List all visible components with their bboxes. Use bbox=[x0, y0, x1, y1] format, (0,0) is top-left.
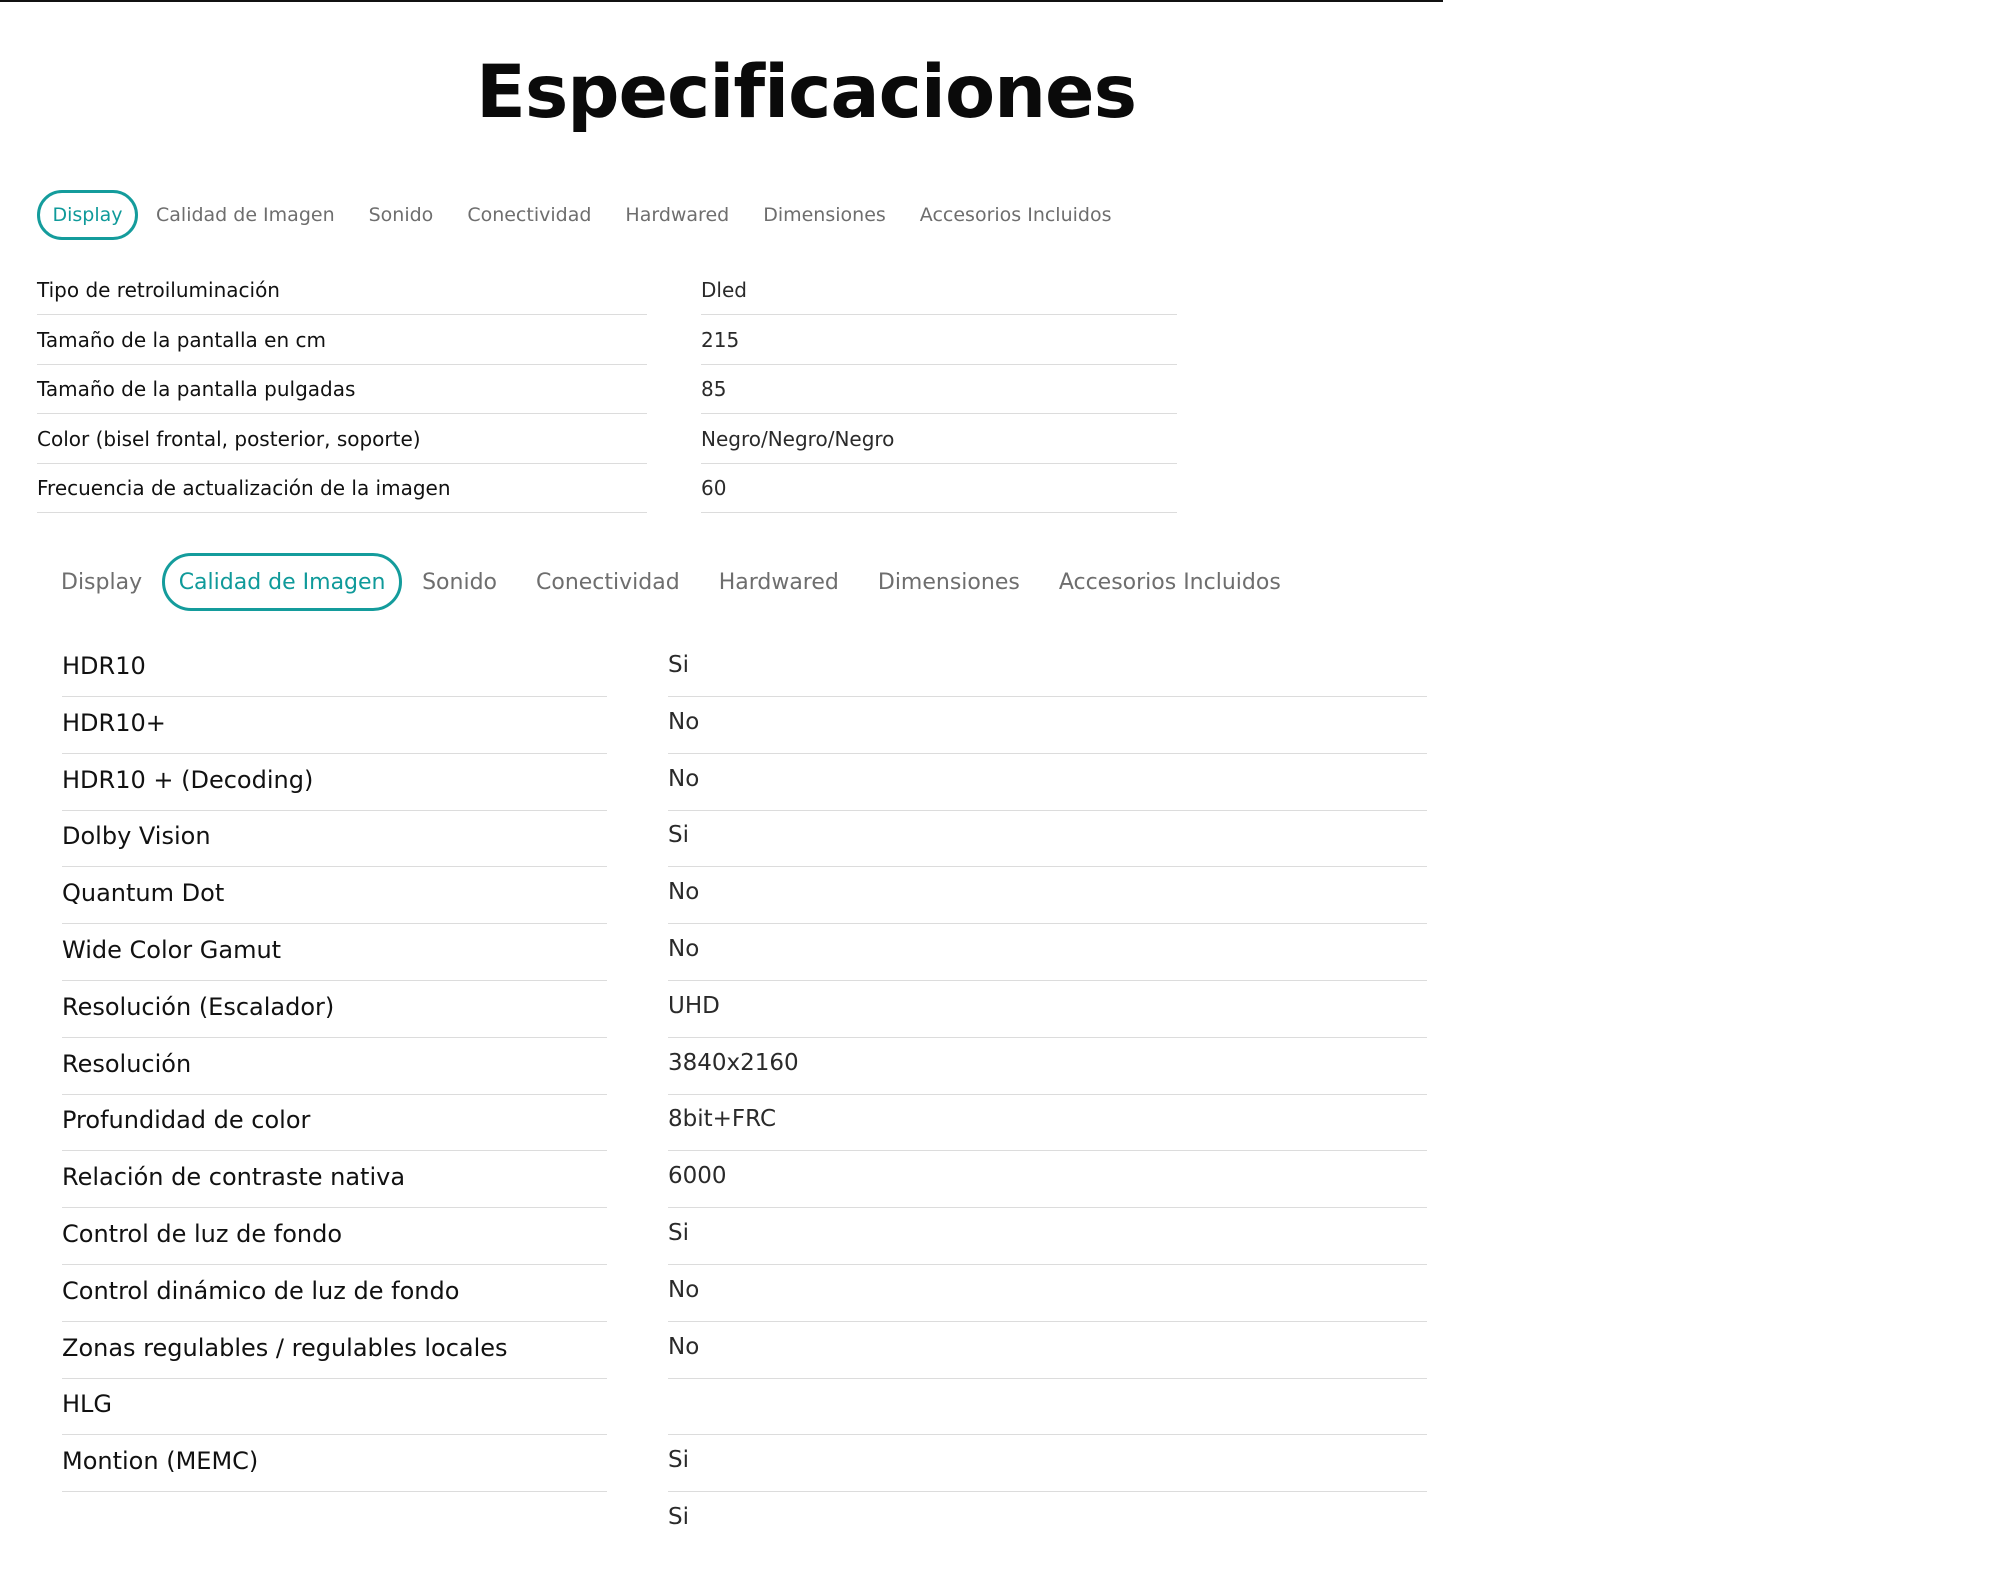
spec-value: Si bbox=[668, 822, 689, 849]
spec-tabs-top bbox=[37, 190, 1146, 240]
spec-label: HDR10+ bbox=[62, 708, 166, 737]
tab-hardwared[interactable]: Hardwared bbox=[625, 204, 730, 226]
spec-label: HDR10 + (Decoding) bbox=[62, 765, 314, 794]
spec-value: Si bbox=[668, 1220, 689, 1246]
tab-hardwared[interactable]: Hardwared bbox=[718, 569, 839, 595]
tab-calidad-de-imagen[interactable]: Calidad de Imagen bbox=[162, 553, 402, 611]
tab-dimensiones[interactable]: Dimensiones bbox=[763, 204, 886, 226]
spec-label: Tipo de retroiluminación bbox=[37, 278, 280, 302]
spec-value: No bbox=[668, 1276, 700, 1303]
spec-value-row bbox=[62, 867, 1362, 924]
spec-row bbox=[37, 316, 1177, 366]
spec-value: Si bbox=[668, 1504, 689, 1530]
tab-dimensiones[interactable]: Dimensiones bbox=[877, 569, 1020, 595]
spec-value-row bbox=[62, 924, 1362, 981]
spec-value-row bbox=[62, 1435, 1362, 1492]
row-divider bbox=[37, 512, 647, 513]
spec-label: Relación de contraste nativa bbox=[62, 1163, 406, 1192]
page-title: Especificaciones bbox=[475, 50, 1137, 135]
spec-label: HLG bbox=[62, 1390, 113, 1419]
spec-row bbox=[37, 365, 1177, 415]
tab-calidad-de-imagen[interactable]: Calidad de Imagen bbox=[156, 204, 335, 226]
spec-label: Color (bisel frontal, posterior, soporte) bbox=[37, 426, 421, 451]
spec-label: Resolución bbox=[62, 1049, 192, 1078]
spec-value: No bbox=[668, 765, 700, 792]
spec-value-row bbox=[62, 1151, 1362, 1208]
spec-label: Tamaño de la pantalla en cm bbox=[37, 327, 326, 352]
spec-value-row bbox=[62, 1038, 1362, 1095]
spec-value-row bbox=[62, 1492, 1362, 1549]
spec-value-row bbox=[62, 1208, 1362, 1265]
spec-label: Quantum Dot bbox=[62, 879, 225, 908]
spec-label: Tamaño de la pantalla pulgadas bbox=[37, 377, 356, 402]
tab-display[interactable]: Display bbox=[61, 569, 143, 595]
tab-conectividad[interactable]: Conectividad bbox=[467, 204, 592, 226]
spec-value-row bbox=[62, 810, 1362, 867]
spec-value: 8bit+FRC bbox=[668, 1106, 777, 1133]
spec-label: Montion (MEMC) bbox=[62, 1447, 259, 1476]
spec-label: Zonas regulables / regulables locales bbox=[62, 1333, 508, 1362]
spec-value: 60 bbox=[701, 476, 727, 501]
spec-row bbox=[37, 464, 1177, 514]
spec-tabs-second bbox=[61, 553, 1320, 611]
spec-label: Profundidad de color bbox=[62, 1106, 311, 1135]
spec-value-row bbox=[62, 1322, 1362, 1379]
spec-row bbox=[37, 266, 1177, 316]
spec-value: No bbox=[668, 879, 700, 906]
spec-value: No bbox=[668, 1333, 700, 1360]
spec-value-row bbox=[62, 1265, 1362, 1322]
spec-value: No bbox=[668, 936, 700, 962]
spec-label: Frecuencia de actualización de la imagen bbox=[37, 476, 451, 501]
spec-value: Si bbox=[668, 1447, 689, 1474]
top-border bbox=[0, 0, 1443, 2]
spec-value: No bbox=[668, 708, 700, 735]
spec-label: HDR10 bbox=[62, 652, 146, 680]
tab-sonido[interactable]: Sonido bbox=[422, 569, 497, 595]
spec-value: 215 bbox=[701, 327, 740, 352]
spec-value: 3840x2160 bbox=[668, 1049, 799, 1076]
spec-label: Dolby Vision bbox=[62, 822, 211, 851]
spec-value-row bbox=[62, 640, 1362, 697]
spec-value-row bbox=[62, 1378, 1362, 1435]
spec-label: Wide Color Gamut bbox=[62, 936, 282, 964]
row-divider bbox=[701, 512, 1177, 513]
tab-accesorios-incluidos[interactable]: Accesorios Incluidos bbox=[919, 204, 1112, 226]
spec-label: Control dinámico de luz de fondo bbox=[62, 1276, 460, 1305]
spec-label: Control de luz de fondo bbox=[62, 1220, 343, 1248]
spec-value: Negro/Negro/Negro bbox=[701, 426, 895, 451]
spec-value-row bbox=[62, 754, 1362, 811]
spec-value: 85 bbox=[701, 377, 727, 402]
spec-value: UHD bbox=[668, 992, 720, 1019]
tab-display[interactable]: Display bbox=[37, 190, 138, 240]
spec-value-row bbox=[62, 981, 1362, 1038]
spec-value: Dled bbox=[701, 278, 747, 302]
spec-value: 6000 bbox=[668, 1163, 727, 1190]
spec-value-row bbox=[62, 1094, 1362, 1151]
display-spec-table bbox=[37, 266, 1177, 516]
tab-sonido[interactable]: Sonido bbox=[368, 204, 434, 226]
tab-conectividad[interactable]: Conectividad bbox=[536, 569, 680, 595]
image-quality-spec-table bbox=[62, 640, 1362, 1530]
tab-accesorios-incluidos[interactable]: Accesorios Incluidos bbox=[1058, 569, 1281, 595]
spec-value-row bbox=[62, 697, 1362, 754]
spec-row bbox=[37, 415, 1177, 465]
spec-label: Resolución (Escalador) bbox=[62, 992, 335, 1021]
spec-value: Si bbox=[668, 652, 689, 678]
